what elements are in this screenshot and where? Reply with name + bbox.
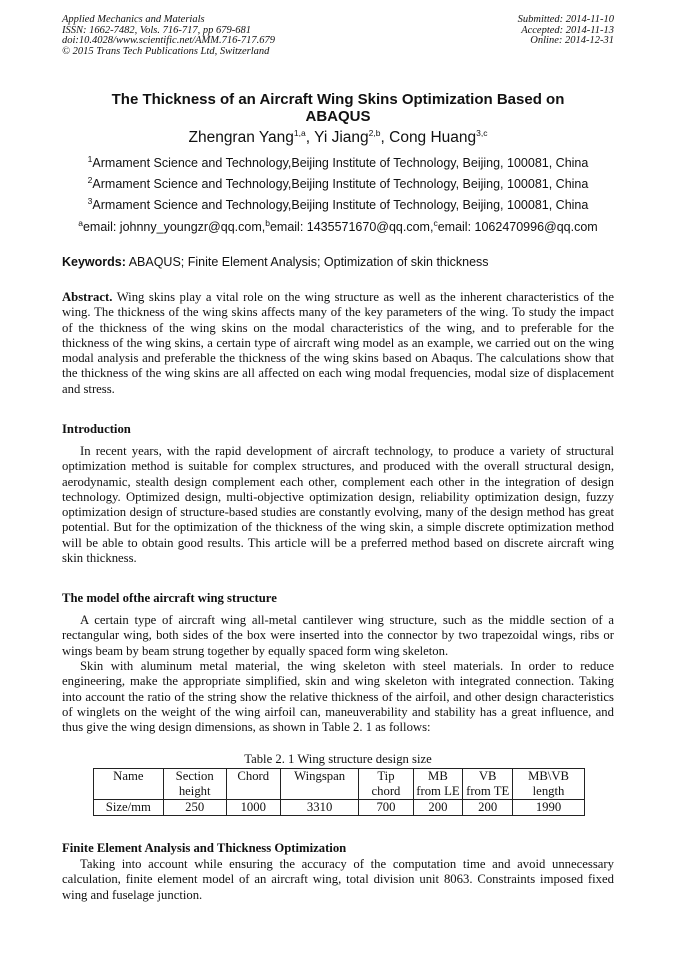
email-sup: a	[78, 217, 83, 228]
affiliation-number: 2	[87, 174, 93, 185]
introduction-heading: Introduction	[62, 422, 131, 436]
keywords-label: Keywords:	[62, 255, 126, 269]
table-cell: 200	[463, 800, 513, 816]
table-cell: 700	[359, 800, 413, 816]
email-a: email: johnny_youngzr@qq.com,	[82, 220, 266, 234]
email-line	[62, 217, 614, 234]
affiliation-number: 3	[87, 195, 93, 206]
abstract-label: Abstract.	[62, 290, 113, 304]
fea-paragraph: Taking into account while ensuring the accuracy of the computation time and avoid unnecessary calculation, finite element model of an aircraft wing, total division unit 8063. Constraints imposed fixed wing and fuselage junction.	[62, 857, 614, 902]
author-sup: 1,a	[293, 127, 306, 138]
title-line-2: ABAQUS	[305, 108, 371, 125]
email-c: email: 1062470996@qq.com	[437, 220, 598, 234]
table-cell: 3310	[280, 800, 359, 816]
table-cell: 1990	[513, 800, 585, 816]
accepted-date: Accepted: 2014-11-13	[521, 24, 614, 36]
introduction-paragraph: In recent years, with the rapid development of aircraft technology, to produce a variety of structural optimization method is suitable for complex structures, and produced with the overall structural design, aerodynamic, stealth design complement each other, complement each other in the integration of design technology. Optimized design, multi-objective optimization design, reliability optimization design, fuzzy optimization design of structure-based studies are constantly evolving, many of the design method has great potential. But for the optimization of the thickness of the wing skin, a simple discrete optimization method will be able to obtain good results. This article will be a preferred method based on discrete aircraft wing skin thickness.	[62, 444, 614, 566]
copyright-line: © 2015 Trans Tech Publications Ltd, Switzerland	[62, 45, 270, 57]
paper-title	[62, 91, 614, 125]
affiliation-text: Armament Science and Technology,Beijing Institute of Technology, Beijing, 100081, China	[92, 156, 589, 170]
table-row	[94, 800, 585, 816]
table-cell: Size/mm	[94, 800, 164, 816]
table-caption: Table 2. 1 Wing structure design size	[244, 752, 432, 766]
affiliation-text: Armament Science and Technology,Beijing Institute of Technology, Beijing, 100081, China	[92, 198, 589, 212]
table-header-cell: MB\VB length	[513, 769, 585, 800]
author-name: Zhengran Yang	[188, 129, 294, 146]
table-cell: 200	[413, 800, 463, 816]
fea-heading: Finite Element Analysis and Thickness Optimization	[62, 841, 347, 855]
journal-name: Applied Mechanics and Materials	[62, 14, 205, 25]
email-b: email: 1435571670@qq.com,	[269, 220, 434, 234]
table-cell: 250	[163, 800, 226, 816]
dates-header	[518, 15, 614, 47]
table-header-cell: Section height	[163, 769, 226, 800]
design-size-table	[93, 768, 585, 816]
author-list	[62, 128, 614, 148]
table-header-row	[94, 769, 585, 800]
author-sup: 3,c	[476, 127, 488, 138]
journal-header	[62, 15, 275, 57]
model-paragraph-2: Skin with aluminum metal material, the wing skeleton with steel materials. In order to reduce engineering, make the appropriate simplified, skin and wing skeleton with integrated connection. Taking into account the ratio of the string show the relative thickness of the airfoil, and other design characteristics of winglets on the weight of the wing airfoil can, maneuverability and stability has a great influence, and thus give the wing design dimensions, as shown in Table 2. 1 as follows:	[62, 659, 614, 735]
author-name: Yi Jiang	[314, 129, 369, 146]
author-name: Cong Huang	[389, 129, 477, 146]
online-date: Online: 2014-12-31	[530, 35, 614, 47]
author-sep: ,	[305, 129, 315, 146]
table-header-cell: Chord	[226, 769, 280, 800]
abstract	[62, 290, 614, 397]
affiliation-2	[62, 174, 614, 191]
author-sup: 2,b	[368, 127, 381, 138]
keywords	[62, 255, 489, 269]
model-paragraph-1: A certain type of aircraft wing all-metal cantilever wing structure, such as the middle section of a rectangular wing, both sides of the box were inserted into the connector by two trapezoidal wings, ribs or wings beam by beam strung together by equally spaced form wing skeleton.	[62, 613, 614, 658]
keywords-text: ABAQUS; Finite Element Analysis; Optimization of skin thickness	[125, 255, 489, 269]
table-header-cell: Wingspan	[280, 769, 359, 800]
affiliation-number: 1	[87, 153, 93, 164]
author-sep: ,	[380, 129, 390, 146]
abstract-text: Wing skins play a vital role on the wing structure as well as the inherent characteristics of the wing. The thickness of the wing skins affects many of the key parameters of the wing. To study the impact of the thickness of the wing skins on the modal characteristics of the wing, and to preferable for the thickness of the wing skins, a certain type of aircraft wing model as an example, we carried out on the wing modal analysis and preferable the thickness of the wing skins based on Abaqus. The calculations show that the thickness of the wing skins are all affected on each wing modal frequencies, modal size of displacement and stress.	[62, 290, 614, 396]
email-sup: c	[433, 217, 438, 228]
model-heading: The model ofthe aircraft wing structure	[62, 591, 277, 605]
table-header-cell: MB from LE	[413, 769, 463, 800]
title-line-1: The Thickness of an Aircraft Wing Skins Optimization Based on	[111, 91, 565, 108]
issn-line: ISSN: 1662-7482, Vols. 716-717, pp 679-681	[62, 24, 251, 36]
affiliation-text: Armament Science and Technology,Beijing Institute of Technology, Beijing, 100081, China	[92, 177, 589, 191]
table-cell: 1000	[226, 800, 280, 816]
email-sup: b	[265, 217, 270, 228]
submitted-date: Submitted: 2014-11-10	[517, 14, 614, 25]
table-header-cell: Tip chord	[359, 769, 413, 800]
affiliation-1	[62, 153, 614, 170]
table-header-cell: Name	[94, 769, 164, 800]
doi-line: doi:10.4028/www.scientific.net/AMM.716-717.679	[62, 35, 275, 47]
affiliation-3	[62, 195, 614, 212]
table-header-cell: VB from TE	[463, 769, 513, 800]
